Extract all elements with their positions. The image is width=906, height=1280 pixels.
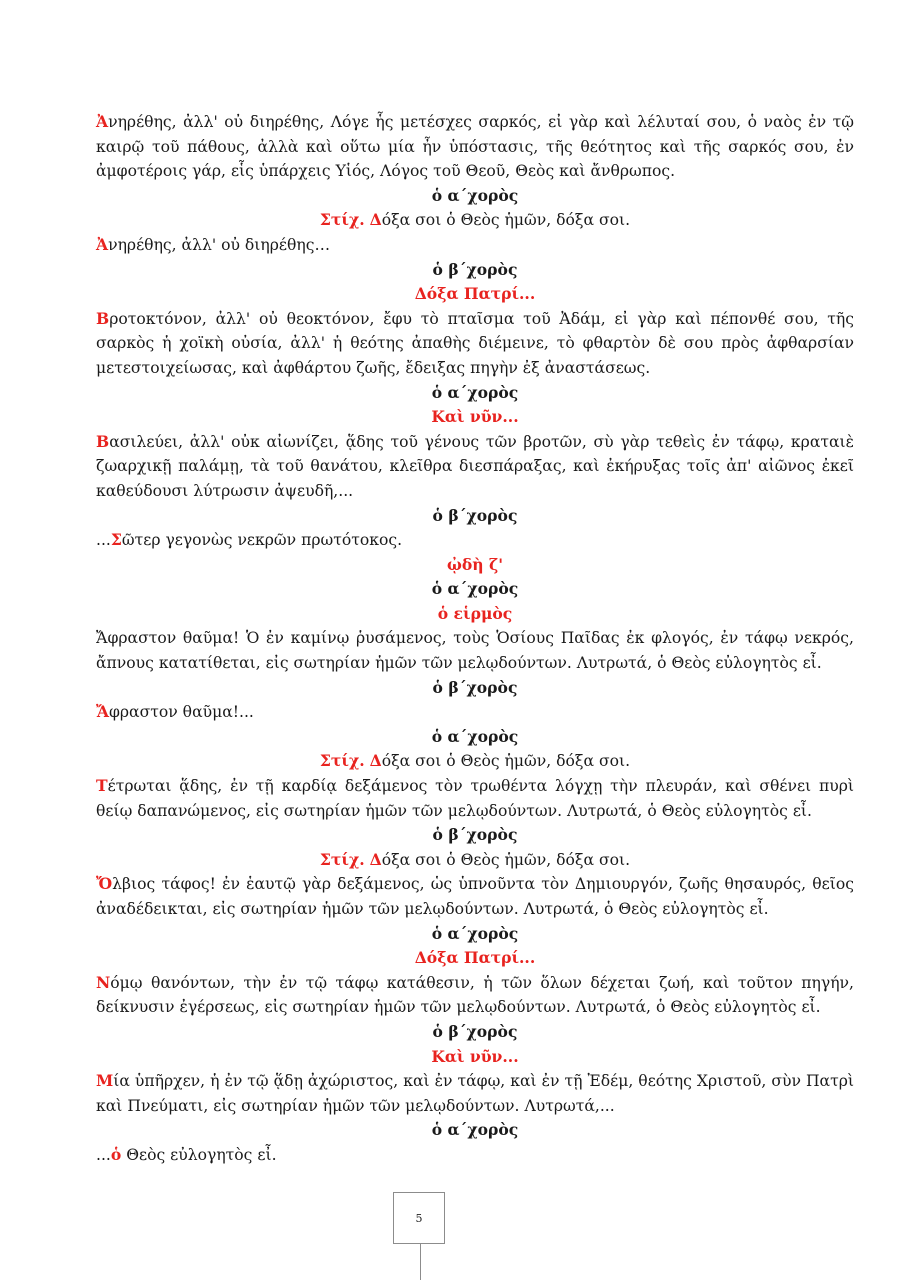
choir-label: ὁ α΄χορὸς	[431, 382, 519, 402]
choir-label: ὁ α΄χορὸς	[431, 185, 519, 205]
choir-heading	[96, 577, 854, 602]
verse-paragraph	[96, 1143, 854, 1168]
verse-text: λβιος τάφος! ἐν ἑαυτῷ γὰρ δεξάμενος, ὡς ὑπνοῦντα τὸν Δημιουργόν, ζωῆς θησαυρός, θεῖος ἀναδέδεικται, εἰς σωτηρίαν ἡμῶν τῶν μελῳδούντων. Λυτρωτά, ὁ Θεὸς εὐλογητὸς εἶ.	[96, 875, 854, 918]
verse-paragraph	[96, 872, 854, 921]
rubric-heading	[96, 405, 854, 430]
verse-paragraph	[96, 307, 854, 381]
rubric-heading	[96, 946, 854, 971]
stichos-text: όξα σοι ὁ Θεὸς ἡμῶν, δόξα σοι.	[381, 850, 631, 869]
choir-heading	[96, 676, 854, 701]
verse-text: ία ὑπῆρχεν, ἡ ἐν τῷ ᾅδῃ ἀχώριστος, καὶ ἐν τάφῳ, καὶ ἐν τῇ Ἐδέμ, θεότης Χριστοῦ, σὺν Πατρὶ καὶ Πνεύματι, εἰς σωτηρίαν ἡμῶν τῶν μελῳδούντων. Λυτρωτά,...	[96, 1072, 854, 1115]
drop-initial: Ὄ	[96, 874, 113, 894]
drop-initial: Ἄ	[96, 629, 108, 648]
choir-label: ὁ α΄χορὸς	[431, 1120, 519, 1140]
choir-heading	[96, 1118, 854, 1143]
verse-paragraph	[96, 626, 854, 675]
verse-text: νηρέθης, ἀλλ' οὐ διηρέθης…	[108, 235, 331, 254]
rubric-text: ὁ εἱρμὸς	[437, 603, 513, 623]
page-number: 5	[415, 1211, 423, 1225]
page-number-box	[393, 1192, 445, 1244]
drop-initial: Ν	[96, 972, 111, 992]
verse-text: έτρωται ᾅδης, ἐν τῇ καρδίᾳ δεξάμενος τὸν τρωθέντα λόγχῃ τὴν πλευράν, καὶ σθένει πυρὶ θείῳ δαπανώμενος, εἰς σωτηρίαν ἡμῶν τῶν μελῳδούντων. Λυτρωτά, ὁ Θεὸς εὐλογητὸς εἶ.	[96, 777, 854, 820]
choir-heading	[96, 1020, 854, 1045]
choir-label: ὁ α΄χορὸς	[431, 579, 519, 599]
drop-initial: ὁ	[110, 1144, 122, 1164]
drop-initial: Β	[96, 308, 110, 328]
stichos-line	[96, 749, 854, 774]
stichos-label: Στίχ.	[319, 210, 365, 230]
verse-paragraph	[96, 774, 854, 823]
stichos-label: Στίχ.	[319, 849, 365, 869]
stichos-line	[96, 848, 854, 873]
choir-heading	[96, 184, 854, 209]
rubric-text: Καὶ νῦν...	[431, 1046, 519, 1066]
rubric-heading	[96, 282, 854, 307]
choir-heading	[96, 725, 854, 750]
stichos-text: όξα σοι ὁ Θεὸς ἡμῶν, δόξα σοι.	[381, 211, 631, 230]
drop-initial: Μ	[96, 1071, 114, 1091]
rubric-text: ᾠδὴ ζ'	[446, 554, 504, 574]
ellipsis-prefix: ...	[96, 1145, 111, 1164]
stichos-text: όξα σοι ὁ Θεὸς ἡμῶν, δόξα σοι.	[381, 752, 631, 771]
verse-paragraph	[96, 110, 854, 184]
choir-label: ὁ β΄χορὸς	[432, 825, 518, 845]
rubric-text: Δόξα Πατρί...	[414, 948, 536, 968]
drop-initial: Σ	[110, 530, 122, 550]
drop-initial: Τ	[96, 776, 108, 796]
verse-text: ροτοκτόνον, ἀλλ' οὐ θεοκτόνον, ἔφυ τὸ πταῖσμα τοῦ Ἀδάμ, εἰ γὰρ καὶ πέπονθέ σου, τῆς σαρκὸς ἡ χοϊκὴ οὐσία, ἀλλ' ἡ θεότης ἀπαθὴς διέμεινε, τὸ φθαρτὸν δὲ σου πρὸς ἀφθαρσίαν μετεστοιχείωσας, καὶ ἀφθάρτου ζωῆς, ἔδειξας πηγὴν ἐξ ἀναστάσεως.	[96, 309, 854, 377]
verse-text: νηρέθης, ἀλλ' οὐ διηρέθης, Λόγε ἧς μετέσχες σαρκός, εἰ γὰρ καὶ λέλυταί σου, ὁ ναὸς ἐν τῷ καιρῷ τοῦ πάθους, ἀλλὰ καὶ οὕτω μία ἦν ὑπόστασις, τῆς θεότητος καὶ τῆς σαρκός σου, ἐν ἀμφοτέροις γάρ, εἷς ὑπάρχεις Υἱός, Λόγος τοῦ Θεοῦ, Θεὸς καὶ ἄνθρωπος.	[96, 113, 854, 181]
verse-text: φραστον θαῦμα!...	[108, 703, 254, 722]
choir-label: ὁ β΄χορὸς	[432, 259, 518, 279]
choir-heading	[96, 504, 854, 529]
page-body	[96, 110, 854, 1168]
choir-label: ὁ β΄χορὸς	[432, 1021, 518, 1041]
verse-text: όμῳ θανόντων, τὴν ἐν τῷ τάφῳ κατάθεσιν, ἡ τῶν ὅλων δέχεται ζωή, καὶ τοῦτον πηγήν, δείκνυσιν ἐγέρσεως, εἰς σωτηρίαν ἡμῶν τῶν μελῳδούντων. Λυτρωτά, ὁ Θεὸς εὐλογητὸς εἶ.	[96, 973, 854, 1017]
verse-text: Θεὸς εὐλογητὸς εἶ.	[121, 1145, 277, 1164]
drop-initial: Ἄ	[96, 702, 109, 722]
choir-label: ὁ α΄χορὸς	[431, 923, 519, 943]
drop-initial: Ἀ	[96, 234, 109, 254]
drop-initial: Δ	[369, 210, 382, 230]
drop-initial: Β	[96, 431, 110, 451]
rubric-text: Καὶ νῦν...	[431, 407, 519, 427]
rubric-heading	[96, 602, 854, 627]
verse-paragraph	[96, 1069, 854, 1118]
verse-paragraph	[96, 430, 854, 504]
verse-paragraph	[96, 528, 854, 553]
choir-label: ὁ α΄χορὸς	[431, 726, 519, 746]
drop-initial: Ἀ	[96, 112, 109, 131]
verse-text: ῶτερ γεγονὼς νεκρῶν πρωτότοκος.	[121, 531, 403, 550]
stichos-label: Στίχ.	[319, 751, 365, 771]
rubric-heading	[96, 1045, 854, 1070]
choir-heading	[96, 922, 854, 947]
page-number-line	[420, 1244, 421, 1280]
choir-heading	[96, 258, 854, 283]
rubric-heading	[96, 553, 854, 578]
verse-paragraph	[96, 971, 854, 1020]
verse-text: ασιλεύει, ἀλλ' οὐκ αἰωνίζει, ᾅδης τοῦ γένους τῶν βροτῶν, σὺ γὰρ τεθεὶς ἐν τάφῳ, κραταιὲ ζωαρχικῇ παλάμῃ, τὰ τοῦ θανάτου, κλεῖθρα διεσπάραξας, καὶ ἐκήρυξας τοῖς ἀπ' αἰῶνος ἐκεῖ καθεύδουσι λύτρωσιν ἀψευδῆ,...	[96, 432, 854, 500]
choir-label: ὁ β΄χορὸς	[432, 677, 518, 697]
verse-paragraph	[96, 233, 854, 258]
ellipsis-prefix: ...	[96, 531, 111, 550]
choir-heading	[96, 381, 854, 406]
drop-initial: Δ	[369, 751, 382, 771]
verse-paragraph	[96, 700, 854, 725]
choir-label: ὁ β΄χορὸς	[432, 505, 518, 525]
stichos-line	[96, 208, 854, 233]
choir-heading	[96, 823, 854, 848]
rubric-text: Δόξα Πατρί...	[414, 284, 536, 304]
drop-initial: Δ	[369, 849, 382, 869]
verse-text: φραστον θαῦμα! Ὁ ἐν καμίνῳ ῥυσάμενος, τοὺς Ὁσίους Παῖδας ἐκ φλογός, ἐν τάφῳ νεκρός, ἄπνους κατατίθεται, εἰς σωτηρίαν ἡμῶν τῶν μελῳδούντων. Λυτρωτά, ὁ Θεὸς εὐλογητὸς εἶ.	[96, 629, 854, 673]
